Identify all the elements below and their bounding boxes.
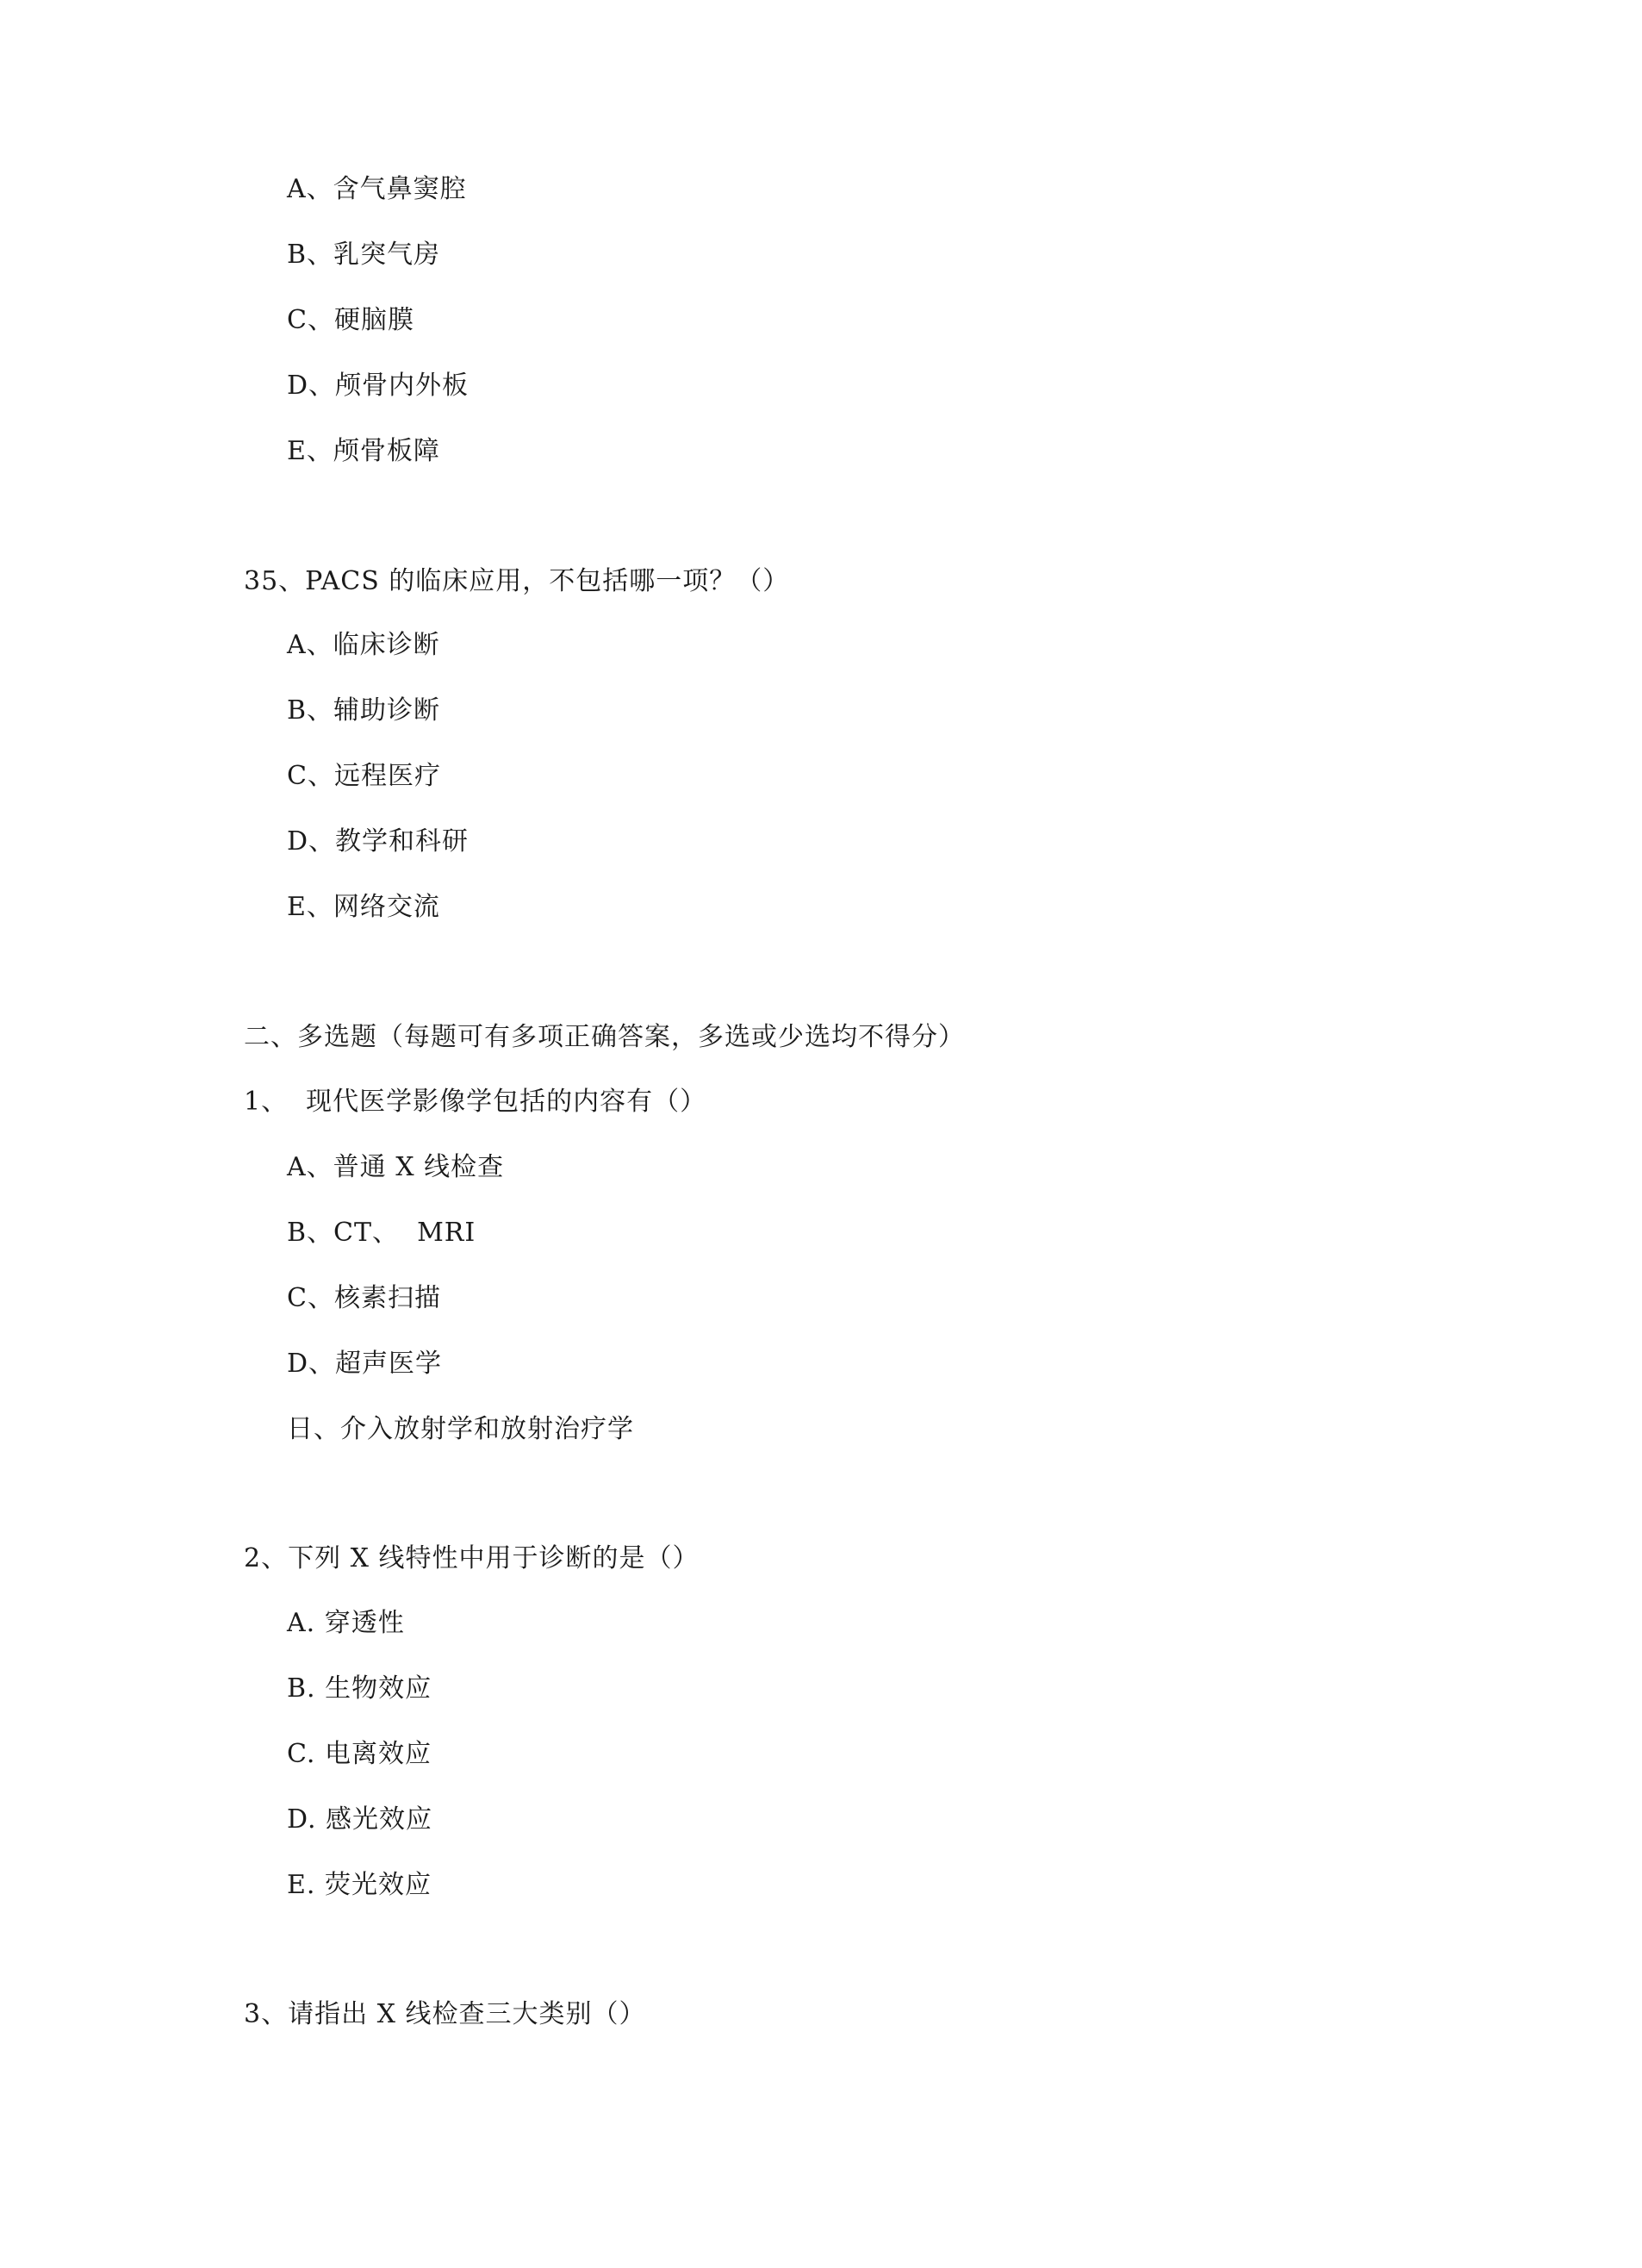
mq1-stem: 1、 现代医学影像学包括的内容有（） <box>244 1087 707 1117</box>
q35-stem: 35、PACS 的临床应用，不包括哪一项？（） <box>244 566 790 596</box>
mq1-option-a: A、普通 X 线检查 <box>287 1152 505 1182</box>
q34-option-d: D、颅骨内外板 <box>287 371 470 401</box>
mq1-option-b: B、CT、 MRI <box>287 1218 476 1248</box>
mq3-stem: 3、请指出 X 线检查三大类别（） <box>244 1999 646 2029</box>
mq2-option-d: D. 感光效应 <box>287 1804 433 1835</box>
q34-option-b: B、乳突气房 <box>287 240 441 270</box>
mq1-option-d: D、超声医学 <box>287 1349 443 1379</box>
mq2-option-a: A. 穿透性 <box>287 1608 405 1638</box>
mq1-option-e: 日、介入放射学和放射治疗学 <box>287 1414 634 1444</box>
q35-option-e: E、网络交流 <box>287 892 440 922</box>
q35-option-a: A、临床诊断 <box>287 630 440 660</box>
q35-option-c: C、远程医疗 <box>287 761 441 791</box>
q34-option-e: E、颅骨板障 <box>287 436 440 466</box>
section-heading: 二、多选题（每题可有多项正确答案，多选或少选均不得分） <box>244 1022 965 1052</box>
mq2-option-b: B. 生物效应 <box>287 1673 432 1704</box>
q34-option-a: A、含气鼻窦腔 <box>287 174 467 204</box>
mq2-stem: 2、下列 X 线特性中用于诊断的是（） <box>244 1543 700 1573</box>
mq2-option-e: E. 荧光效应 <box>287 1870 432 1900</box>
q35-option-b: B、辅助诊断 <box>287 695 441 726</box>
q34-option-c: C、硬脑膜 <box>287 305 414 335</box>
mq1-option-c: C、核素扫描 <box>287 1283 441 1313</box>
q35-option-d: D、教学和科研 <box>287 826 470 857</box>
mq2-option-c: C. 电离效应 <box>287 1739 432 1769</box>
